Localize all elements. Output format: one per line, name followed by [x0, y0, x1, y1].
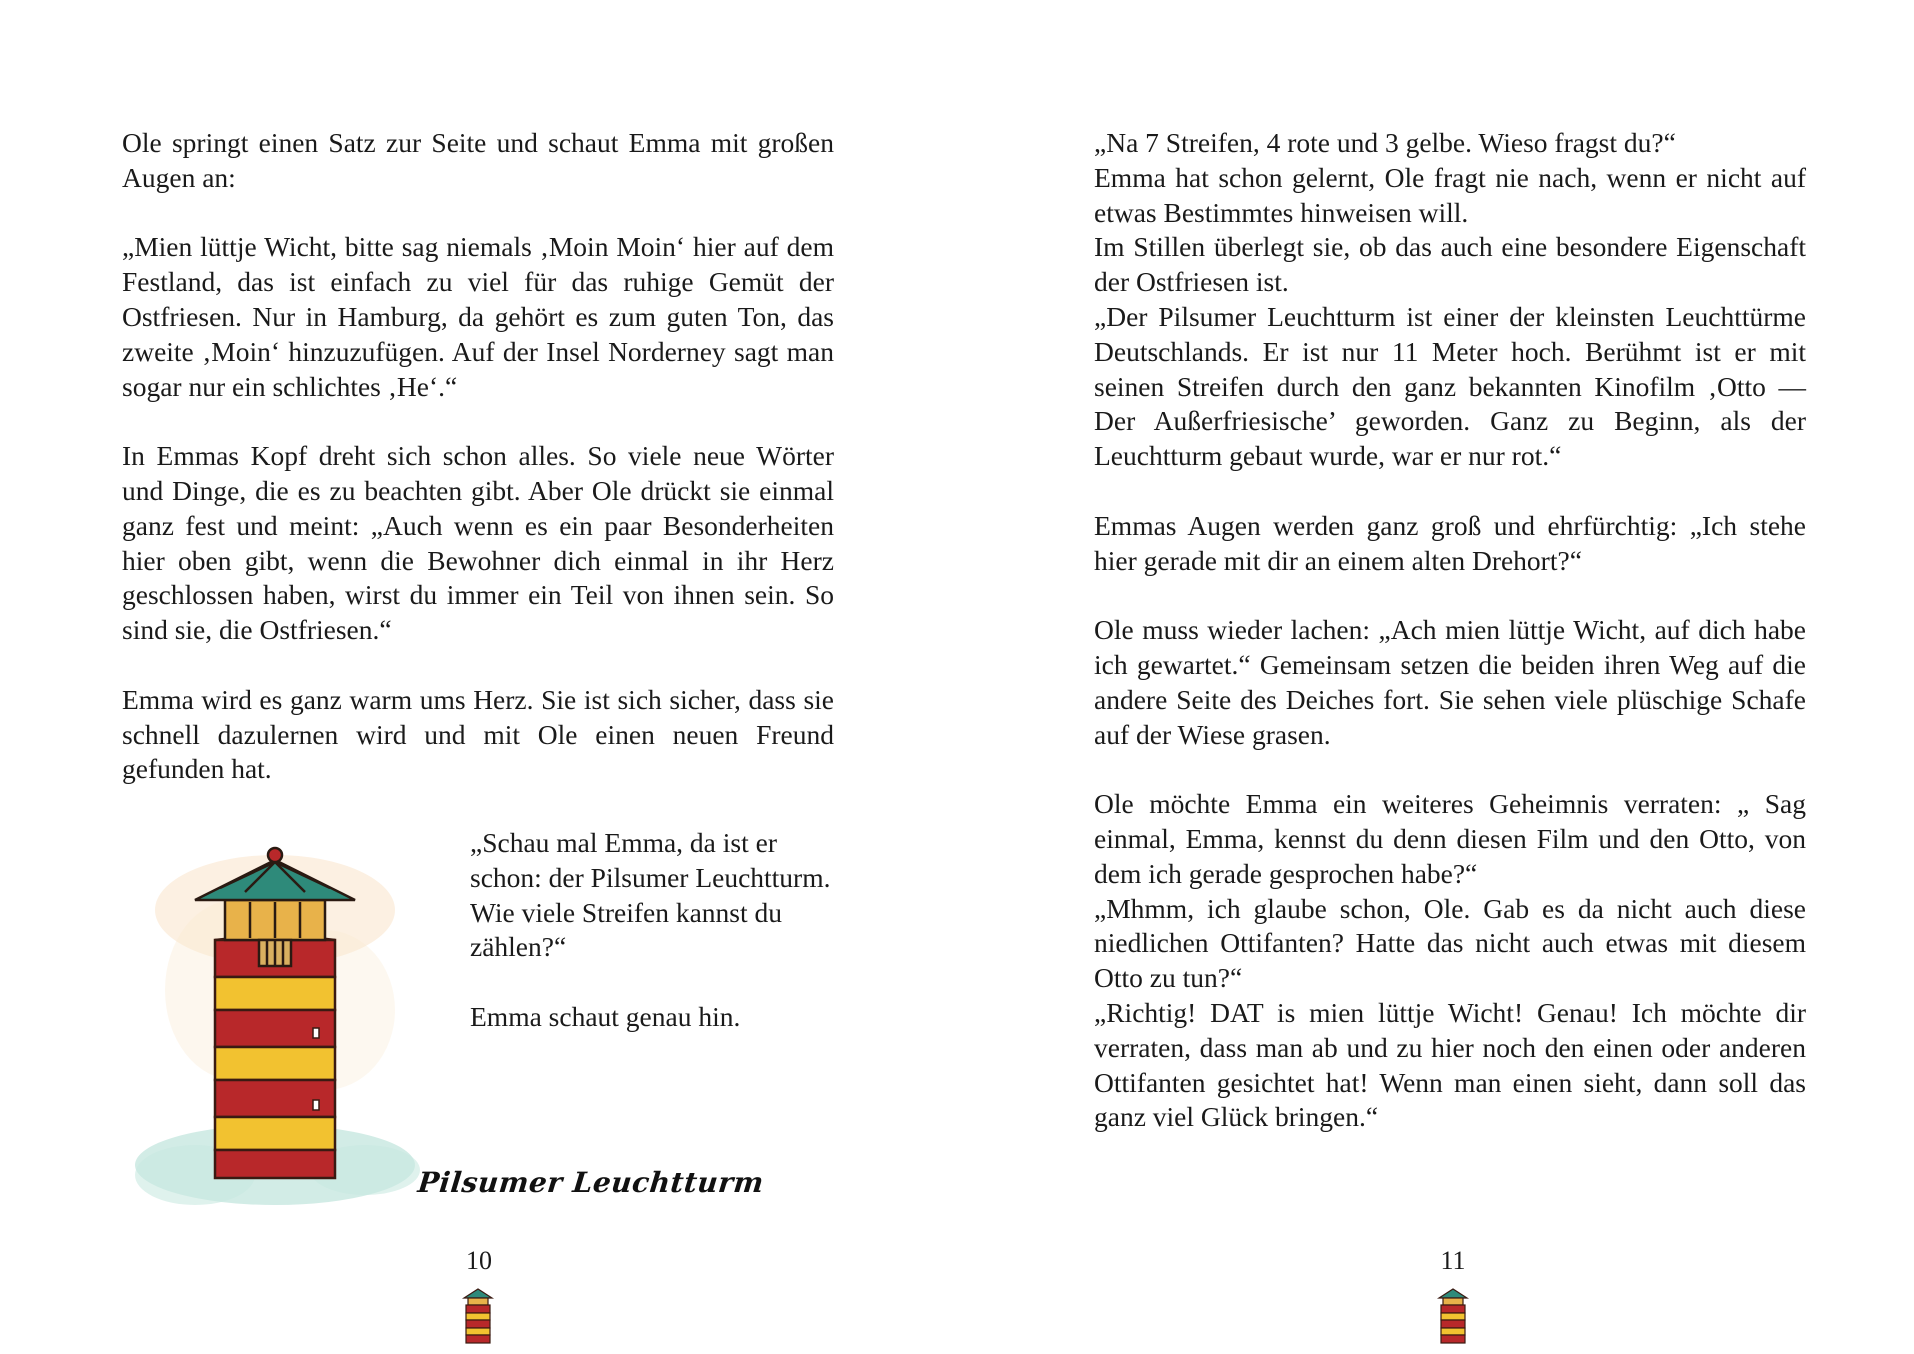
- left-paragraph-3: In Emmas Kopf dreht sich schon alles. So viele neue Wörter und Dinge, die es zu beachten gibt. Aber Ole drückt sie einmal ganz fest und meint: „Auch wenn es ein paar Besonderheiten hier oben gibt, wenn die Bewohner dich einmal in ihr Herz geschlossen haben, wirst du immer ein Teil von ihnen sein. So sind sie, die Ostfriesen.“: [122, 440, 834, 646]
- left-paragraph-2: „Mien lüttje Wicht, bitte sag niemals ‚Moin Moin‘ hier auf dem Festland, das ist einfach zu viel für das ruhige Gemüt der Ostfriesen. Nur in Hamburg, da gehört es zum guten Ton, das zweite ‚Moin‘ hinzuzufügen. Auf der Insel Norderney sagt man sogar nur ein schlichtes ‚He‘.“: [122, 231, 834, 402]
- right-block-1: [1094, 126, 1806, 474]
- right-line-im-stillen: Im Stillen überlegt sie, ob das auch eine besondere Eigenschaft der Ostfriesen ist.: [1094, 231, 1806, 298]
- right-line-ottifanten: „Mhmm, ich glaube schon, Ole. Gab es da nicht auch diese niedlichen Ottifanten? Hatte das nicht auch etwas mit diesem Otto zu tun?“: [1094, 892, 1806, 994]
- left-paragraph-4: Emma wird es ganz warm ums Herz. Sie ist sich sicher, dass sie schnell dazulernen wird und mit Ole einen neuen Freund gefunden hat.: [122, 683, 834, 785]
- lighthouse-icon: [456, 1286, 500, 1348]
- side-text: [470, 826, 850, 1035]
- lighthouse-illustration: [125, 840, 425, 1220]
- right-line-answer: „Na 7 Streifen, 4 rote und 3 gelbe. Wieso fragst du?“: [1094, 127, 1676, 158]
- right-paragraph-3: Ole muss wieder lachen: „Ach mien lüttje Wicht, auf dich habe ich gewartet.“ Gemeinsam setzen die beiden ihren Weg auf die andere Seite des Deiches fort. Sie sehen viele plüschige Schafe auf der Wiese grasen.: [1094, 614, 1806, 750]
- illustration-label: Pilsumer Leuchtturm: [416, 1166, 766, 1199]
- side-text-answer: Emma schaut genau hin.: [470, 1000, 741, 1032]
- page-number-right: 11: [1440, 1246, 1466, 1275]
- page-number-left: 10: [466, 1246, 492, 1275]
- right-line-secret: Ole möchte Emma ein weiteres Geheimnis verraten: „ Sag einmal, Emma, kennst du denn diesen Film und den Otto, von dem ich gerade gesprochen habe?“: [1094, 788, 1806, 889]
- right-page: [957, 0, 1914, 1354]
- lighthouse-icon: [1431, 1286, 1475, 1348]
- right-text-column: [1094, 126, 1806, 1135]
- right-paragraph-2: Emmas Augen werden ganz groß und ehrfürchtig: „Ich stehe hier gerade mit dir an einem alten Drehort?“: [1094, 509, 1806, 576]
- left-text-column: [122, 126, 834, 822]
- right-line-emma-learned: Emma hat schon gelernt, Ole fragt nie nach, wenn er nicht auf etwas Bestimmtes hinweisen will.: [1094, 161, 1806, 228]
- right-line-richtig: „Richtig! DAT is mien lüttje Wicht! Genau! Ich möchte dir verraten, dass man ab und zu hier noch den einen oder anderen Ottifanten gesichtet hat! Wenn man einen sieht, dann soll das ganz viel Glück bringen.“: [1094, 996, 1806, 1133]
- right-line-pilsumer-fact: „Der Pilsumer Leuchtturm ist einer der kleinsten Leuchttürme Deutschlands. Er ist nur 11 Meter hoch. Berühmt ist er mit seinen Streifen durch den ganz bekannten Kinofilm ‚Otto — Der Außerfriesische’ geworden. Ganz zu Beginn, als der Leuchtturm gebaut wurde, war er nur rot.“: [1094, 300, 1806, 472]
- lighthouse-tower: [215, 936, 335, 1178]
- right-block-4: [1094, 787, 1806, 1135]
- left-paragraph-1: Ole springt einen Satz zur Seite und schaut Emma mit großen Augen an:: [122, 127, 834, 193]
- side-text-question: „Schau mal Emma, da ist er schon: der Pilsumer Leuchtturm. Wie viele Streifen kannst du zählen?“: [470, 827, 831, 963]
